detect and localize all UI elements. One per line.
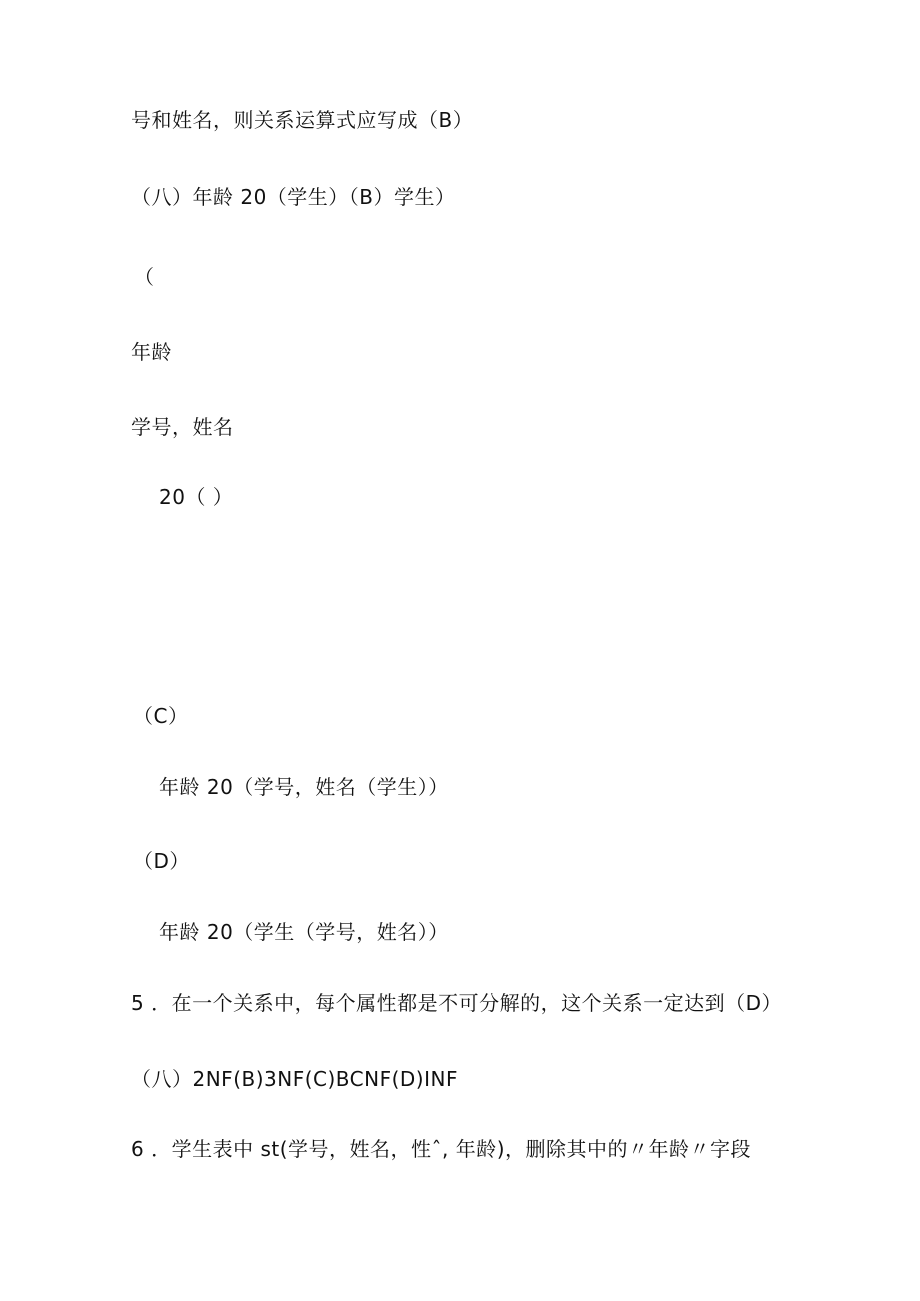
text-line-open-paren: （ (134, 265, 155, 289)
text-line-option-c-expression: 年龄 20（学号，姓名（学生）） (159, 775, 449, 799)
text-line-relational-expression-prompt: 号和姓名，则关系运算式应写成（B） (131, 108, 474, 132)
text-line-twenty-parens: 20（ ） (159, 485, 234, 509)
text-line-option-d-label: （D） (133, 849, 190, 873)
text-line-question-5-options: （八）2NF(B)3NF(C)BCNF(D)INF (131, 1067, 458, 1091)
text-line-id-name: 学号，姓名 (131, 415, 234, 439)
text-line-question-5: 5 ．在一个关系中，每个属性都是不可分解的，这个关系一定达到（D） (131, 991, 782, 1015)
text-line-option-c-label: （C） (133, 704, 189, 728)
text-line-age: 年龄 (131, 340, 172, 364)
text-line-option-a-b: （八）年龄 20（学生）（B）学生） (131, 185, 456, 209)
text-line-option-d-expression: 年龄 20（学生（学号，姓名）） (159, 920, 449, 944)
text-line-question-6: 6 ．学生表中 st(学号，姓名，性ˆ, 年龄)，删除其中的〃年龄〃字段 (131, 1137, 752, 1161)
